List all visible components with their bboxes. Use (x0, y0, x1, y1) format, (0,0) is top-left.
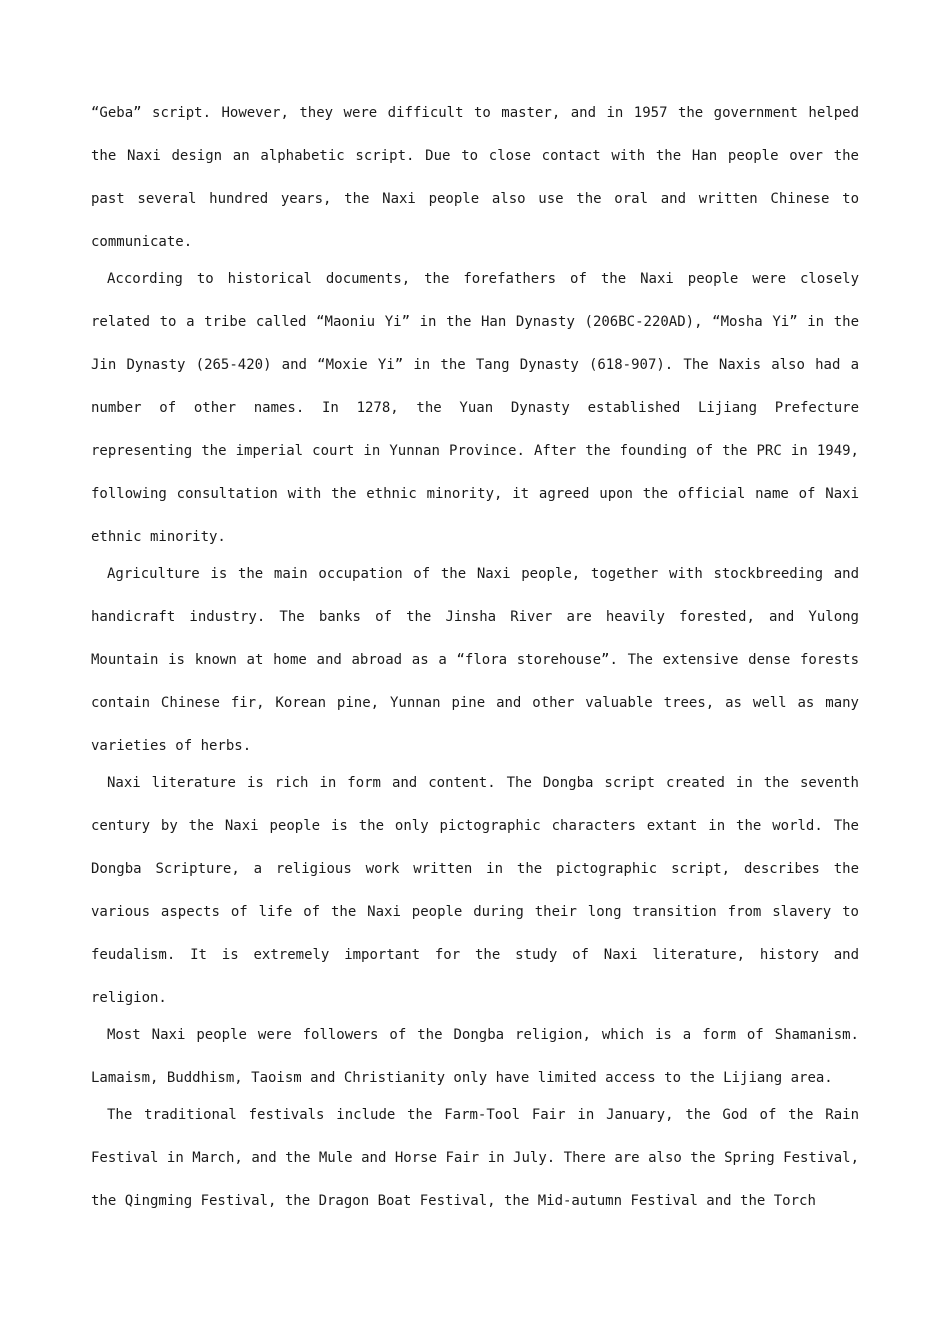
paragraph-history: According to historical documents, the forefathers of the Naxi people were closely related to a tribe called “Maoniu Yi” in the Han Dynasty (206BC-220AD), “Mosha Yi” in the Jin Dynasty (265-420) and “Moxie Yi” in the Tang Dynasty (618-907). The Naxis also had a number of other names. In 1278, the Yuan Dynasty established Lijiang Prefecture representing the imperial court in Yunnan Province. After the founding of the PRC in 1949, following consultation with the ethnic minority, it agreed upon the official name of Naxi ethnic minority. (91, 271, 859, 545)
paragraph-literature: Naxi literature is rich in form and content. The Dongba script created in the seventh century by the Naxi people is the only pictographic characters extant in the world. The Dongba Scripture, a religious work written in the pictographic script, describes the various aspects of life of the Naxi people during their long transition from slavery to feudalism. It is extremely important for the study of Naxi literature, history and religion. (91, 775, 859, 1006)
paragraph-script: “Geba” script. However, they were difficult to master, and in 1957 the government helped the Naxi design an alphabetic script. Due to close contact with the Han people over the past several hundred years, the Naxi people also use the oral and written Chinese to communicate. (91, 105, 859, 250)
document-page (91, 92, 859, 1217)
paragraph-religion: Most Naxi people were followers of the Dongba religion, which is a form of Shamanism. Lamaism, Buddhism, Taoism and Christianity only have limited access to the Lijiang area. (91, 1027, 859, 1086)
paragraph-festivals: The traditional festivals include the Farm-Tool Fair in January, the God of the Rain Festival in March, and the Mule and Horse Fair in July. There are also the Spring Festival, the Qingming Festival, the Dragon Boat Festival, the Mid-autumn Festival and the Torch (91, 1107, 859, 1209)
paragraph-agriculture: Agriculture is the main occupation of the Naxi people, together with stockbreeding and handicraft industry. The banks of the Jinsha River are heavily forested, and Yulong Mountain is known at home and abroad as a “flora storehouse”. The extensive dense forests contain Chinese fir, Korean pine, Yunnan pine and other valuable trees, as well as many varieties of herbs. (91, 566, 859, 754)
